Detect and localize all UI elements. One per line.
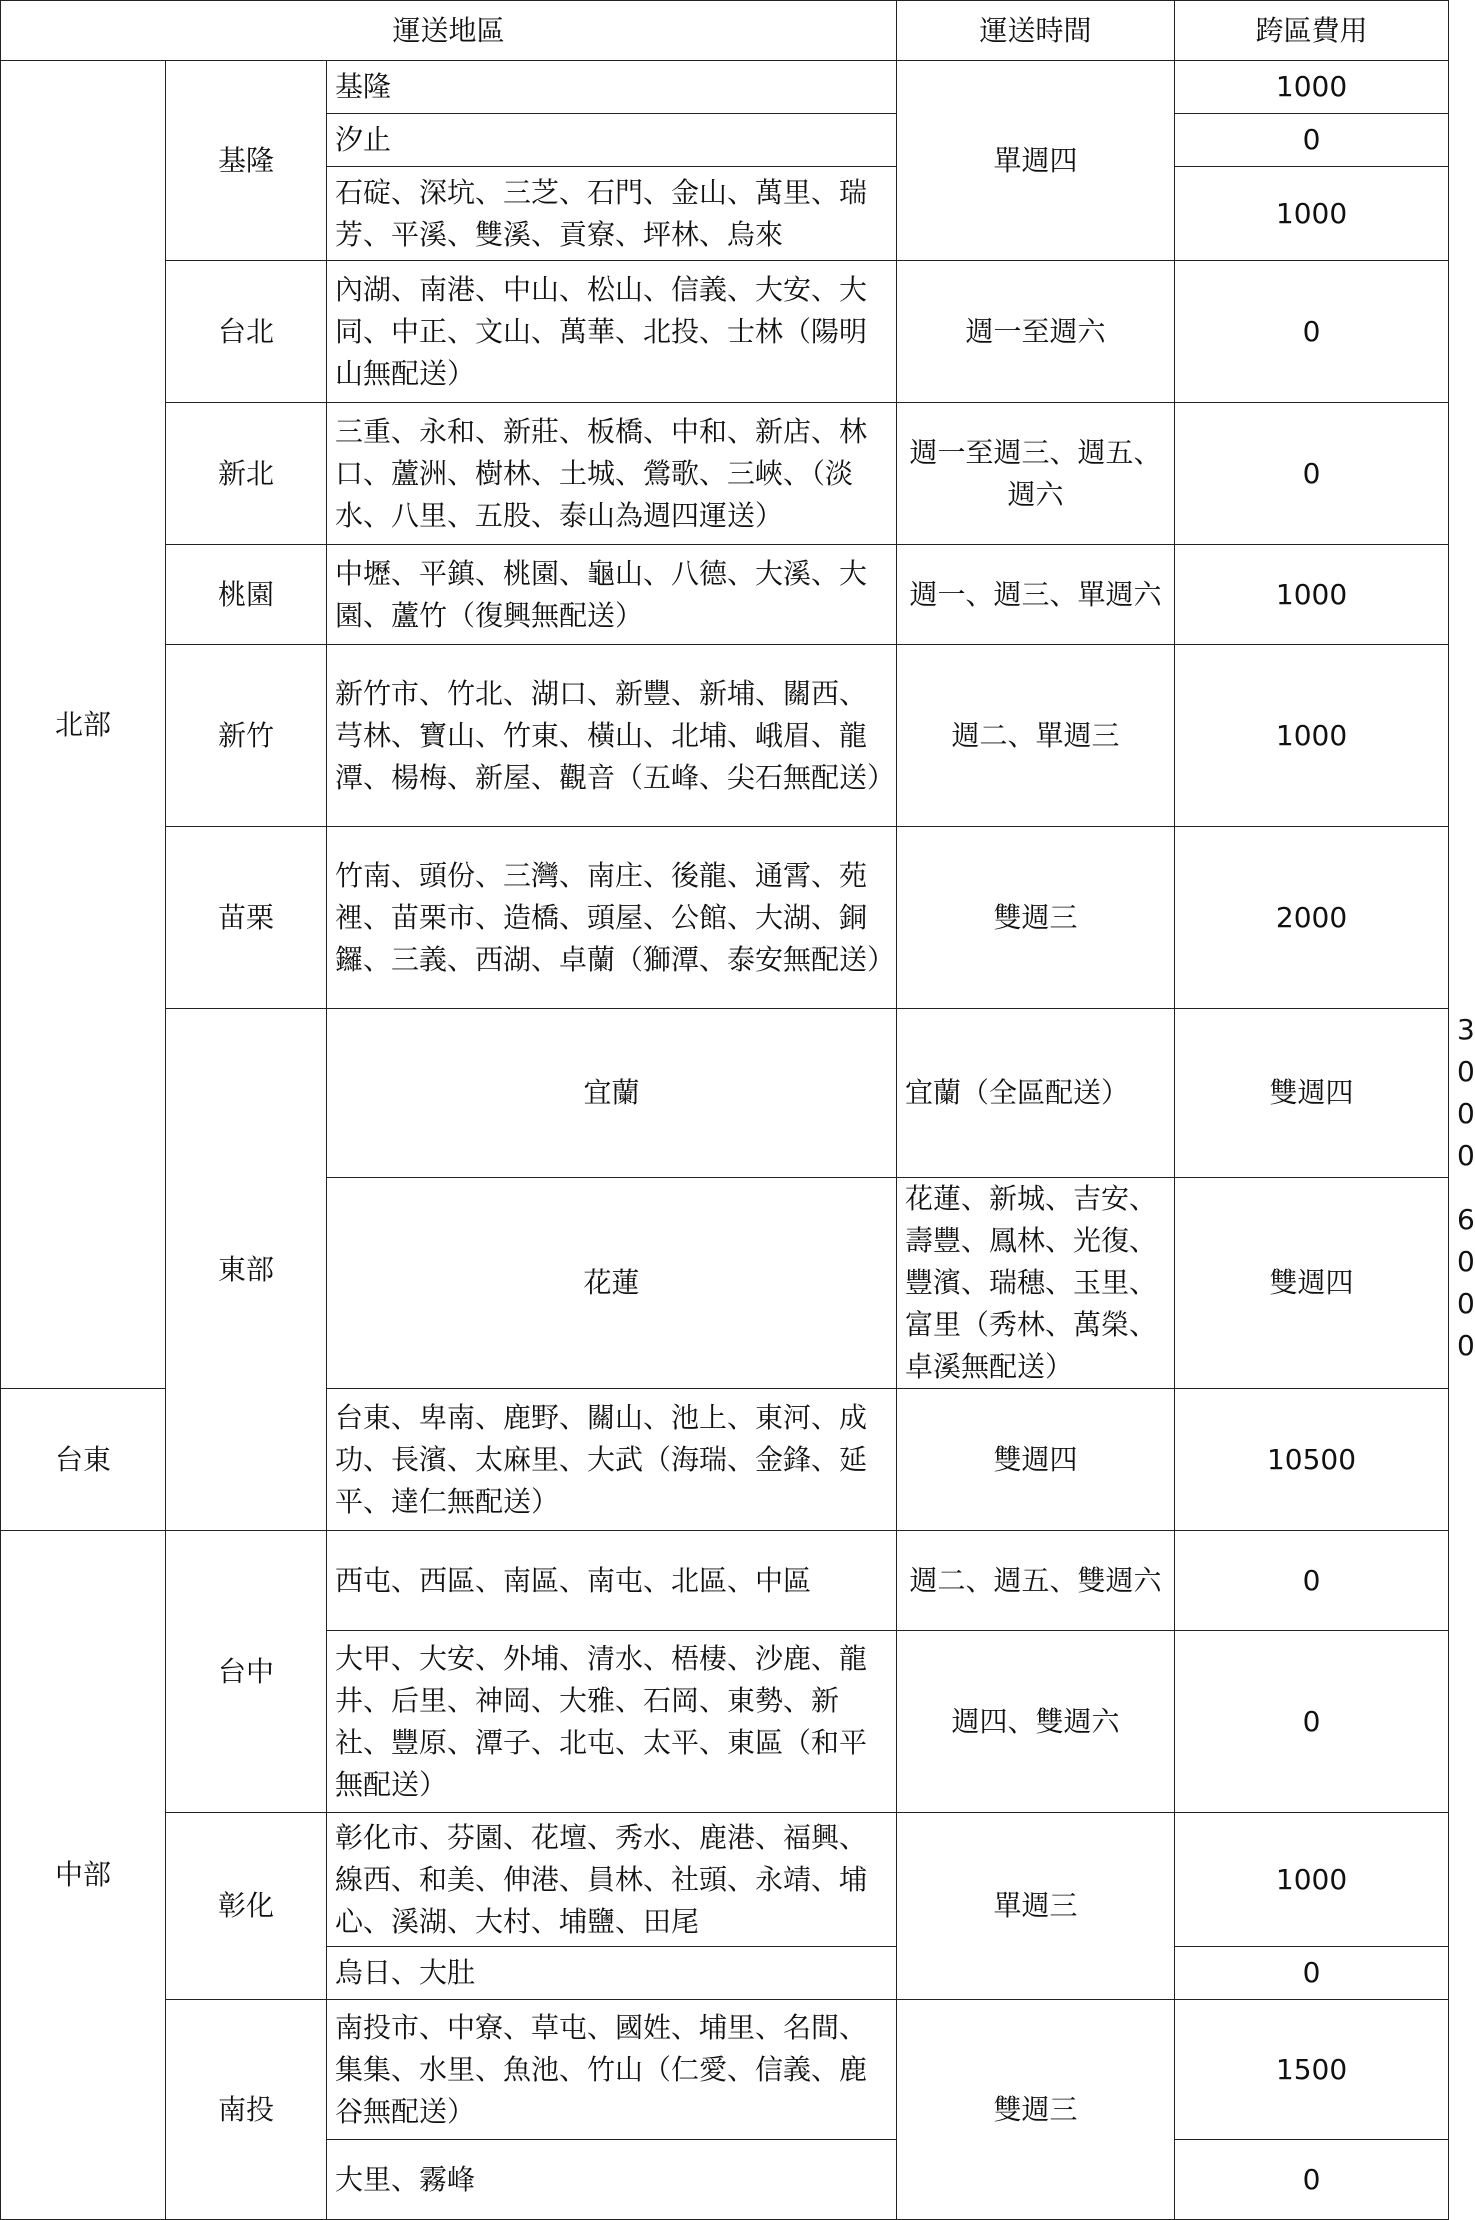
time-cell: 週一至週六 bbox=[897, 261, 1175, 403]
fee-cell: 0 bbox=[1175, 261, 1449, 403]
fee-cell: 0 bbox=[1175, 2140, 1449, 2220]
fee-cell: 0 bbox=[1175, 114, 1449, 167]
table-row: 花蓮 花蓮、新城、吉安、壽豐、鳳林、光復、豐濱、瑞穗、玉里、富里（秀林、萬榮、卓溪無配送） 雙週四 6000 bbox=[1, 1178, 1449, 1389]
city-miaoli: 苗栗 bbox=[166, 827, 327, 1009]
areas-cell: 中壢、平鎮、桃園、龜山、八德、大溪、大園、蘆竹（復興無配送） bbox=[327, 545, 897, 645]
header-area: 運送地區 bbox=[1, 1, 897, 61]
city-hualien: 花蓮 bbox=[327, 1178, 897, 1389]
city-taoyuan: 桃園 bbox=[166, 545, 327, 645]
region-east: 東部 bbox=[166, 1009, 327, 1531]
areas-cell: 南投市、中寮、草屯、國姓、埔里、名間、集集、水里、魚池、竹山（仁愛、信義、鹿谷無配送） bbox=[327, 2000, 897, 2140]
table-row bbox=[1, 827, 1449, 1009]
areas-cell: 烏日、大肚 bbox=[327, 1947, 897, 2000]
city-nantou: 南投 bbox=[166, 2000, 327, 2220]
table-row bbox=[1, 545, 1449, 645]
fee-cell: 10500 bbox=[1175, 1389, 1449, 1531]
city-changhua: 彰化 bbox=[166, 1813, 327, 2000]
fee-cell: 1500 bbox=[1175, 2000, 1449, 2140]
areas-cell: 新竹市、竹北、湖口、新豐、新埔、關西、芎林、寶山、竹東、橫山、北埔、峨眉、龍潭、楊梅、新屋、觀音（五峰、尖石無配送） bbox=[327, 645, 897, 827]
fee-cell: 1000 bbox=[1175, 545, 1449, 645]
fee-cell: 1000 bbox=[1175, 1813, 1449, 1947]
areas-cell: 大里、霧峰 bbox=[327, 2140, 897, 2220]
table-row: 東部 宜蘭 宜蘭（全區配送） 雙週四 3000 bbox=[1, 1009, 1449, 1178]
areas-cell: 汐止 bbox=[327, 114, 897, 167]
header-time: 運送時間 bbox=[897, 1, 1175, 61]
areas-cell: 西屯、西區、南區、南屯、北區、中區 bbox=[327, 1531, 897, 1631]
fee-cell: 0 bbox=[1175, 403, 1449, 545]
areas-cell: 彰化市、芬園、花壇、秀水、鹿港、福興、線西、和美、伸港、員林、社頭、永靖、埔心、溪湖、大村、埔鹽、田尾 bbox=[327, 1813, 897, 1947]
areas-cell: 大甲、大安、外埔、清水、梧棲、沙鹿、龍井、后里、神岡、大雅、石岡、東勢、新社、豐原、潭子、北屯、太平、東區（和平無配送） bbox=[327, 1631, 897, 1813]
time-nantou: 雙週三 bbox=[897, 2000, 1175, 2220]
time-cell: 雙週三 bbox=[897, 827, 1175, 1009]
city-yilan: 宜蘭 bbox=[327, 1009, 897, 1178]
time-cell: 週二、單週三 bbox=[897, 645, 1175, 827]
region-central: 中部 bbox=[1, 1531, 166, 2220]
fee-cell: 1000 bbox=[1175, 645, 1449, 827]
fee-cell: 2000 bbox=[1175, 827, 1449, 1009]
table-row bbox=[1, 61, 1449, 114]
city-taichung: 台中 bbox=[166, 1531, 327, 1813]
time-cell: 週一至週三、週五、週六 bbox=[897, 403, 1175, 545]
areas-cell: 內湖、南港、中山、松山、信義、大安、大同、中正、文山、萬華、北投、士林（陽明山無配送） bbox=[327, 261, 897, 403]
table-row bbox=[1, 403, 1449, 545]
fee-cell: 1000 bbox=[1175, 61, 1449, 114]
header-fee: 跨區費用 bbox=[1175, 1, 1449, 61]
table-row bbox=[1, 2000, 1449, 2140]
city-taitung: 台東 bbox=[1, 1389, 166, 1531]
time-cell: 雙週四 bbox=[897, 1389, 1175, 1531]
time-cell: 週二、週五、雙週六 bbox=[897, 1531, 1175, 1631]
areas-cell: 石碇、深坑、三芝、石門、金山、萬里、瑞芳、平溪、雙溪、貢寮、坪林、烏來 bbox=[327, 167, 897, 261]
time-cell: 週四、雙週六 bbox=[897, 1631, 1175, 1813]
city-keelung: 基隆 bbox=[166, 61, 327, 261]
time-cell: 週一、週三、單週六 bbox=[897, 545, 1175, 645]
areas-cell: 竹南、頭份、三灣、南庄、後龍、通霄、苑裡、苗栗市、造橋、頭屋、公館、大湖、銅鑼、三義、西湖、卓蘭（獅潭、泰安無配送） bbox=[327, 827, 897, 1009]
fee-cell: 0 bbox=[1175, 1631, 1449, 1813]
city-hsinchu: 新竹 bbox=[166, 645, 327, 827]
areas-cell: 花蓮、新城、吉安、壽豐、鳳林、光復、豐濱、瑞穗、玉里、富里（秀林、萬榮、卓溪無配送） bbox=[897, 1178, 1175, 1389]
areas-cell: 三重、永和、新莊、板橋、中和、新店、林口、蘆洲、樹林、土城、鶯歌、三峽、（淡水、八里、五股、泰山為週四運送） bbox=[327, 403, 897, 545]
city-newtaipei: 新北 bbox=[166, 403, 327, 545]
areas-cell: 基隆 bbox=[327, 61, 897, 114]
time-keelung: 單週四 bbox=[897, 61, 1175, 261]
fee-cell: 0 bbox=[1175, 1531, 1449, 1631]
time-cell: 雙週四 bbox=[1175, 1178, 1449, 1389]
region-north: 北部 bbox=[1, 61, 166, 1389]
fee-cell: 0 bbox=[1175, 1947, 1449, 2000]
areas-cell: 台東、卑南、鹿野、關山、池上、東河、成功、長濱、太麻里、大武（海瑞、金鋒、延平、達仁無配送） bbox=[327, 1389, 897, 1531]
time-changhua: 單週三 bbox=[897, 1813, 1175, 2000]
fee-cell: 1000 bbox=[1175, 167, 1449, 261]
table-row bbox=[1, 1813, 1449, 1947]
table-row bbox=[1, 1531, 1449, 1631]
table-row bbox=[1, 261, 1449, 403]
city-taipei: 台北 bbox=[166, 261, 327, 403]
table-row bbox=[1, 645, 1449, 827]
time-cell: 雙週四 bbox=[1175, 1009, 1449, 1178]
header-row bbox=[1, 1, 1449, 61]
areas-cell: 宜蘭（全區配送） bbox=[897, 1009, 1175, 1178]
